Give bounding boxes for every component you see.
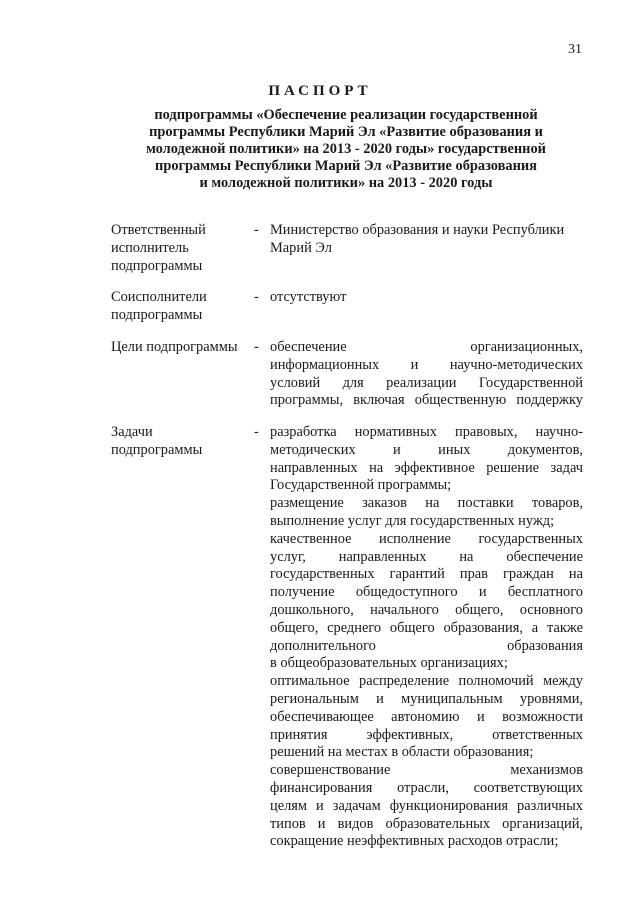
row-label: [111, 424, 261, 460]
row-value-line: разработка нормативных правовых, научно-: [270, 424, 583, 440]
row-dash: -: [254, 222, 259, 238]
row-value-line: информационных и научно-методических: [270, 356, 583, 373]
row-value-line: дошкольного, начального общего, основного: [270, 601, 583, 618]
row-label-line: подпрограммы: [111, 306, 203, 323]
subtitle-line: программы Республики Марий Эл «Развитие образования: [155, 158, 537, 174]
row-label: [111, 339, 261, 357]
row-value-line: совершенствование механизмов: [270, 762, 583, 779]
row-label: [111, 222, 261, 275]
row-value-line: качественное исполнение государственных: [270, 530, 583, 547]
row-label-line: Соисполнители: [111, 289, 207, 305]
row-dash: -: [254, 424, 259, 440]
row-value-line: в общеобразовательных организациях;: [270, 655, 508, 672]
row-value-line: общего, среднего общего образования, а также: [270, 619, 583, 636]
row-value-line: методических и иных документов,: [270, 441, 583, 458]
row-value-line: Министерство образования и науки Республики: [270, 222, 565, 238]
row-value: [270, 424, 583, 851]
row-value-line: направленных на эффективное решение задач: [270, 459, 583, 476]
document-title: ПАСПОРТ: [268, 83, 372, 99]
row-label-line: исполнитель: [111, 239, 189, 256]
row-label-line: подпрограммы: [111, 441, 203, 458]
row-label-line: Задачи: [111, 424, 153, 440]
subtitle-line: подпрограммы «Обеспечение реализации государственной: [154, 107, 538, 123]
row-value: [270, 222, 583, 258]
row-value-line: условий для реализации Государственной: [270, 374, 583, 391]
row-value-line: сокращение неэффективных расходов отрасли;: [270, 833, 559, 850]
row-value-line: размещение заказов на поставки товаров,: [270, 495, 583, 512]
row-value-line: получение общедоступного и бесплатного: [270, 584, 583, 601]
subtitle-line: и молодежной политики» на 2013 - 2020 годы: [199, 175, 493, 191]
subtitle-line: программы Республики Марий Эл «Развитие образования и: [149, 124, 543, 140]
row-label-line: Цели подпрограммы: [111, 339, 238, 355]
row-label: [111, 289, 261, 325]
row-value-line: дополнительного образования: [270, 637, 583, 654]
row-value-line: программы, включая общественную поддержку: [270, 392, 583, 409]
row-value-line: финансирования отрасли, соответствующих: [270, 779, 583, 796]
row-value-line: типов и видов образовательных организаций,: [270, 815, 583, 832]
subtitle-line: молодежной политики» на 2013 - 2020 годы» государственной: [146, 141, 546, 157]
row-dash: -: [254, 339, 259, 355]
row-value-line: Марий Эл: [270, 239, 332, 256]
row-value-line: региональным и муниципальным уровнями,: [270, 690, 583, 707]
row-dash: -: [254, 289, 259, 305]
row-value: [270, 339, 583, 410]
row-value-line: выполнение услуг для государственных нужд;: [270, 512, 555, 529]
row-value-line: обеспечение организационных,: [270, 339, 583, 355]
row-value-line: Государственной программы;: [270, 477, 452, 494]
row-value-line: отсутствуют: [270, 289, 347, 305]
row-value-line: решений на местах в области образования;: [270, 744, 534, 761]
page-number: 31: [568, 42, 582, 57]
document-subtitle: [110, 107, 582, 192]
row-label-line: Ответственный: [111, 222, 206, 238]
row-value-line: оптимальное распределение полномочий между: [270, 673, 583, 690]
row-value: [270, 289, 583, 307]
row-value-line: государственных гарантий прав граждан на: [270, 566, 583, 583]
row-label-line: подпрограммы: [111, 257, 203, 274]
row-value-line: обеспечивающее автономию и возможности: [270, 708, 583, 725]
row-value-line: принятия эффективных, ответственных: [270, 726, 583, 743]
row-value-line: услуг, направленных на обеспечение: [270, 548, 583, 565]
row-value-line: целям и задачам функционирования различных: [270, 797, 583, 814]
